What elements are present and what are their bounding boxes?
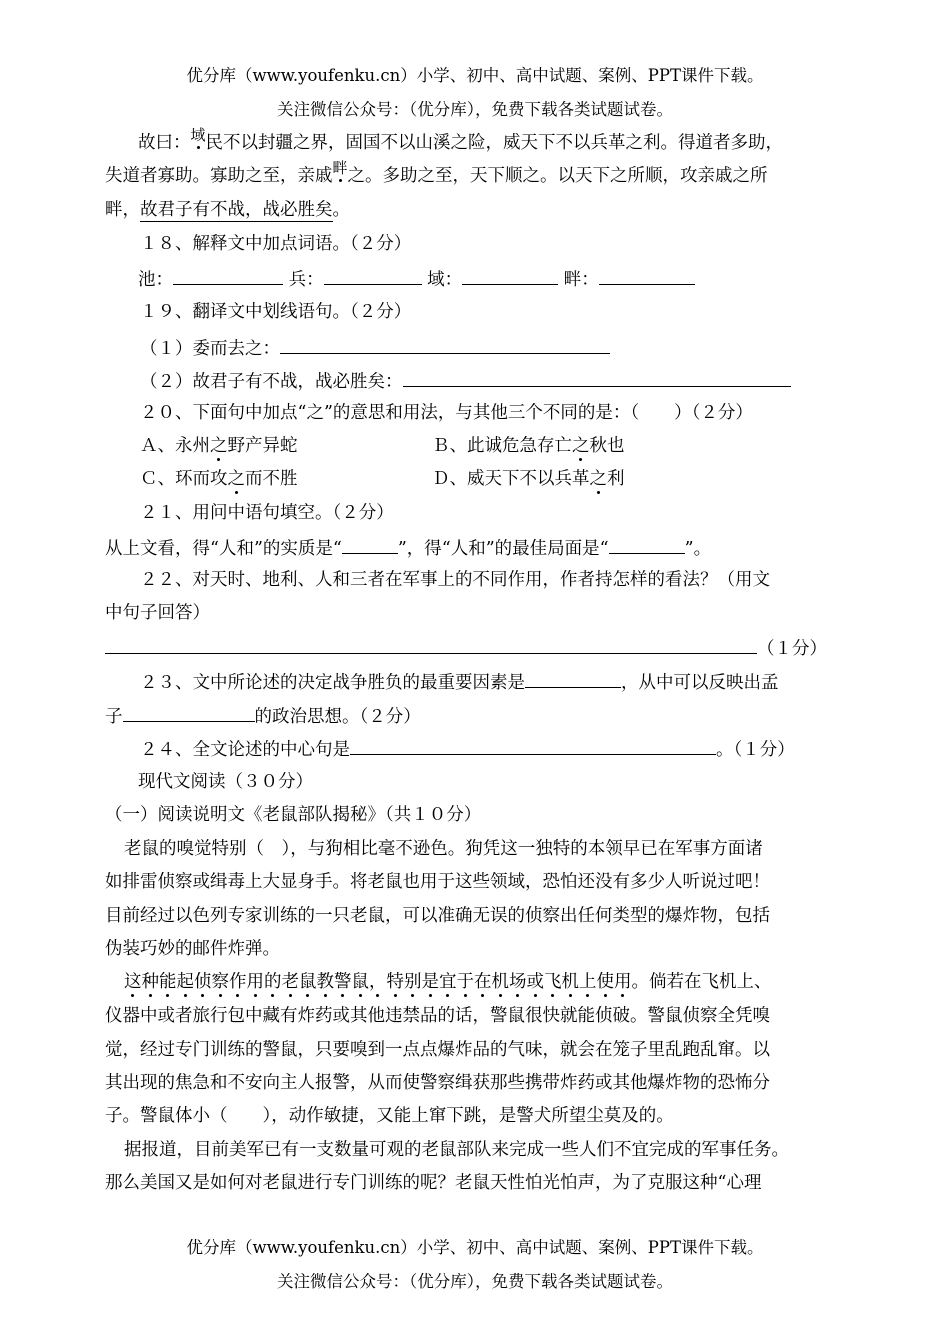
article-p1-line-3: 目前经过以色列专家训练的一只老鼠，可以准确无误的侦察出任何类型的爆炸物，包括 bbox=[105, 906, 770, 926]
q22-answer bbox=[105, 635, 827, 661]
q18-label-pan: 畔： bbox=[563, 270, 599, 290]
article-p2-line-1 bbox=[124, 970, 772, 994]
passage-text: 畔， bbox=[105, 200, 140, 220]
article-p3-line-1: 据报道，目前美军已有一支数量可观的老鼠部队来完成一些人们不宜完成的军事任务。 bbox=[124, 1140, 789, 1160]
passage-line-3 bbox=[105, 198, 350, 222]
dotted-char: 使 bbox=[596, 972, 614, 992]
option-text: 秋也 bbox=[589, 436, 625, 456]
dotted-char: 教 bbox=[316, 972, 334, 992]
q23-text-c: 子 bbox=[105, 707, 123, 727]
dotted-char: 别 bbox=[404, 972, 422, 992]
article-p2-line-2: 仪器中或者旅行包中藏有炸药或其他违禁品的话，警鼠很快就能侦破。警鼠侦察全凭嗅 bbox=[105, 1006, 770, 1026]
q19-item-1 bbox=[140, 335, 610, 361]
dotted-char: 老 bbox=[281, 972, 299, 992]
option-text: 利 bbox=[607, 469, 625, 489]
dotted-char: 这 bbox=[124, 972, 142, 992]
dotted-sentence bbox=[124, 972, 632, 992]
option-text: 而不胜 bbox=[245, 469, 298, 489]
q20-option-d bbox=[432, 467, 625, 491]
dotted-char: 种 bbox=[141, 972, 159, 992]
article-p2-line-3: 觉，经过专门训练的警鼠，只要嗅到一点点爆炸品的气味，就会在笼子里乱跑乱窜。以 bbox=[105, 1040, 770, 1060]
answer-blank[interactable] bbox=[280, 335, 610, 354]
dotted-char: 的 bbox=[264, 972, 282, 992]
answer-blank[interactable] bbox=[403, 368, 791, 387]
q24-text-a: ２４、全文论述的中心句是 bbox=[140, 740, 350, 760]
passage-text: 故曰： bbox=[138, 133, 191, 153]
q18-label-yu: 域： bbox=[427, 270, 463, 290]
dotted-char: 飞 bbox=[544, 972, 562, 992]
passage-text: 之。多助之至，天下顺之。以天下之所顺，攻亲戚之所 bbox=[347, 166, 768, 186]
option-text: Ｃ、环而攻 bbox=[140, 469, 228, 489]
dotted-char: 或 bbox=[526, 972, 544, 992]
dotted-char-pan: 畔 bbox=[332, 159, 348, 177]
dotted-char: 宜 bbox=[439, 972, 457, 992]
answer-blank[interactable] bbox=[173, 266, 283, 285]
header-line-1: 优分库（www.youfenku.cn）小学、初中、高中试题、案例、PPT课件下载。 bbox=[186, 66, 764, 85]
answer-blank[interactable] bbox=[525, 669, 621, 688]
q19-item-2 bbox=[140, 368, 791, 394]
dotted-char: 于 bbox=[456, 972, 474, 992]
q20-title: ２０、下面句中加点“之”的意思和用法，与其他三个不同的是：（ ）（２分） bbox=[140, 403, 753, 423]
underlined-sentence: 故君子有不战，战必胜矣 bbox=[140, 200, 333, 220]
article-p1-line-2: 如排雷侦察或缉毒上大显身手。将老鼠也用于这些领域，恐怕还没有多少人听说过吧！ bbox=[105, 872, 770, 892]
q23-line-1 bbox=[140, 669, 779, 695]
dotted-zhi: 之 bbox=[589, 469, 607, 489]
dotted-char: 察 bbox=[211, 972, 229, 992]
dotted-char: 能 bbox=[159, 972, 177, 992]
dotted-char: 侦 bbox=[194, 972, 212, 992]
option-text: Ｂ、此诚危急存亡 bbox=[432, 436, 572, 456]
q23-line-2 bbox=[105, 703, 421, 729]
q21-text-a: 从上文看，得“人和”的实质是“ bbox=[105, 539, 342, 559]
dotted-char: 用 bbox=[246, 972, 264, 992]
dotted-char: 特 bbox=[386, 972, 404, 992]
q21-text-b: ”，得“人和”的最佳局面是“ bbox=[397, 539, 609, 559]
dotted-char: 起 bbox=[176, 972, 194, 992]
answer-blank[interactable] bbox=[599, 266, 695, 285]
passage-text: 民不以封疆之界，固国不以山溪之险，威天下不以兵革之利。得道者多助， bbox=[205, 133, 784, 153]
article-p2-line-5: 子。警鼠体小（ ），动作敏捷，又能上窜下跳，是警犬所望尘莫及的。 bbox=[105, 1106, 674, 1126]
passage-line-1 bbox=[138, 126, 784, 155]
q23-text-b: ，从中可以反映出孟 bbox=[621, 673, 779, 693]
dotted-zhi: 之 bbox=[227, 469, 245, 489]
article-text: 。倘若在飞机上、 bbox=[631, 972, 772, 992]
footer-line-2: 关注微信公众号：（优分库），免费下载各类试题试卷。 bbox=[277, 1272, 673, 1291]
q21-text-c: ”。 bbox=[684, 539, 712, 559]
answer-blank[interactable] bbox=[342, 535, 398, 554]
option-text: Ａ、永州 bbox=[140, 436, 210, 456]
answer-blank[interactable] bbox=[123, 703, 255, 722]
section-sub-1: （一）阅读说明文《老鼠部队揭秘》（共１０分） bbox=[105, 805, 482, 825]
dotted-char: 在 bbox=[474, 972, 492, 992]
q18-label-chi: 池： bbox=[138, 270, 173, 290]
article-p1-line-1: 老鼠的嗅觉特别（ ），与狗相比毫不逊色。狗凭这一独特的本领早已在军事方面诸 bbox=[124, 839, 763, 859]
q18-title: １８、解释文中加点词语。（２分） bbox=[140, 234, 412, 254]
passage-text: 失道者寡助。寡助之至，亲戚 bbox=[105, 166, 333, 186]
dotted-char-yu: 域 bbox=[190, 126, 206, 144]
q23-text-d: 的政治思想。（２分） bbox=[254, 707, 421, 727]
q21-fill bbox=[105, 535, 711, 561]
answer-blank[interactable] bbox=[105, 635, 757, 654]
passage-line-2 bbox=[105, 159, 768, 188]
dotted-char: 机 bbox=[491, 972, 509, 992]
q22-score: （１分） bbox=[757, 639, 827, 659]
dotted-char: 用 bbox=[614, 972, 632, 992]
q21-title: ２１、用问中语句填空。（２分） bbox=[140, 503, 394, 523]
q18-label-bing: 兵： bbox=[288, 270, 324, 290]
q19-title: １９、翻译文中划线语句。（２分） bbox=[140, 302, 412, 322]
dotted-zhi: 之 bbox=[572, 436, 590, 456]
q23-text-a: ２３、文中所论述的决定战争胜负的最重要因素是 bbox=[140, 673, 525, 693]
option-text: 野产异蛇 bbox=[227, 436, 298, 456]
dotted-char: ， bbox=[369, 972, 387, 992]
answer-blank[interactable] bbox=[324, 266, 422, 285]
article-p3-line-2: 那么美国又是如何对老鼠进行专门训练的呢？老鼠天性怕光怕声，为了克服这种“心理 bbox=[105, 1173, 762, 1193]
q19-item-2-text: （２）故君子有不战，战必胜矣： bbox=[140, 372, 403, 392]
q20-option-a bbox=[140, 434, 298, 458]
q22-line-1: ２２、对天时、地利、人和三者在军事上的不同作用，作者持怎样的看法？（用文 bbox=[140, 570, 770, 590]
q18-blanks bbox=[138, 266, 695, 292]
dotted-char: 场 bbox=[509, 972, 527, 992]
q20-option-c bbox=[140, 467, 298, 491]
dotted-char: 是 bbox=[421, 972, 439, 992]
answer-blank[interactable] bbox=[462, 266, 558, 285]
passage-text: 。 bbox=[332, 200, 350, 220]
section-modern-reading: 现代文阅读（３０分） bbox=[138, 772, 313, 792]
answer-blank[interactable] bbox=[609, 535, 685, 554]
q19-item-1-text: （１）委而去之： bbox=[140, 339, 280, 359]
dotted-char: 上 bbox=[579, 972, 597, 992]
q24-text-b: 。（１分） bbox=[716, 740, 795, 760]
dotted-char: 警 bbox=[334, 972, 352, 992]
header-line-2: 关注微信公众号：（优分库），免费下载各类试题试卷。 bbox=[277, 100, 673, 119]
dotted-char: 鼠 bbox=[299, 972, 317, 992]
dotted-char: 鼠 bbox=[351, 972, 369, 992]
q24 bbox=[140, 736, 795, 762]
answer-blank[interactable] bbox=[350, 736, 716, 755]
dotted-char: 机 bbox=[561, 972, 579, 992]
dotted-zhi: 之 bbox=[210, 436, 228, 456]
q22-line-2: 中句子回答） bbox=[105, 603, 210, 623]
option-text: Ｄ、威天下不以兵革 bbox=[432, 469, 590, 489]
q20-option-b bbox=[432, 434, 625, 458]
article-p2-line-4: 其出现的焦急和不安向主人报警，从而使警察缉获那些携带炸药或其他爆炸物的恐怖分 bbox=[105, 1073, 770, 1093]
footer-line-1: 优分库（www.youfenku.cn）小学、初中、高中试题、案例、PPT课件下载。 bbox=[186, 1238, 764, 1257]
article-p1-line-4: 伪装巧妙的邮件炸弹。 bbox=[105, 939, 280, 959]
dotted-char: 作 bbox=[229, 972, 247, 992]
